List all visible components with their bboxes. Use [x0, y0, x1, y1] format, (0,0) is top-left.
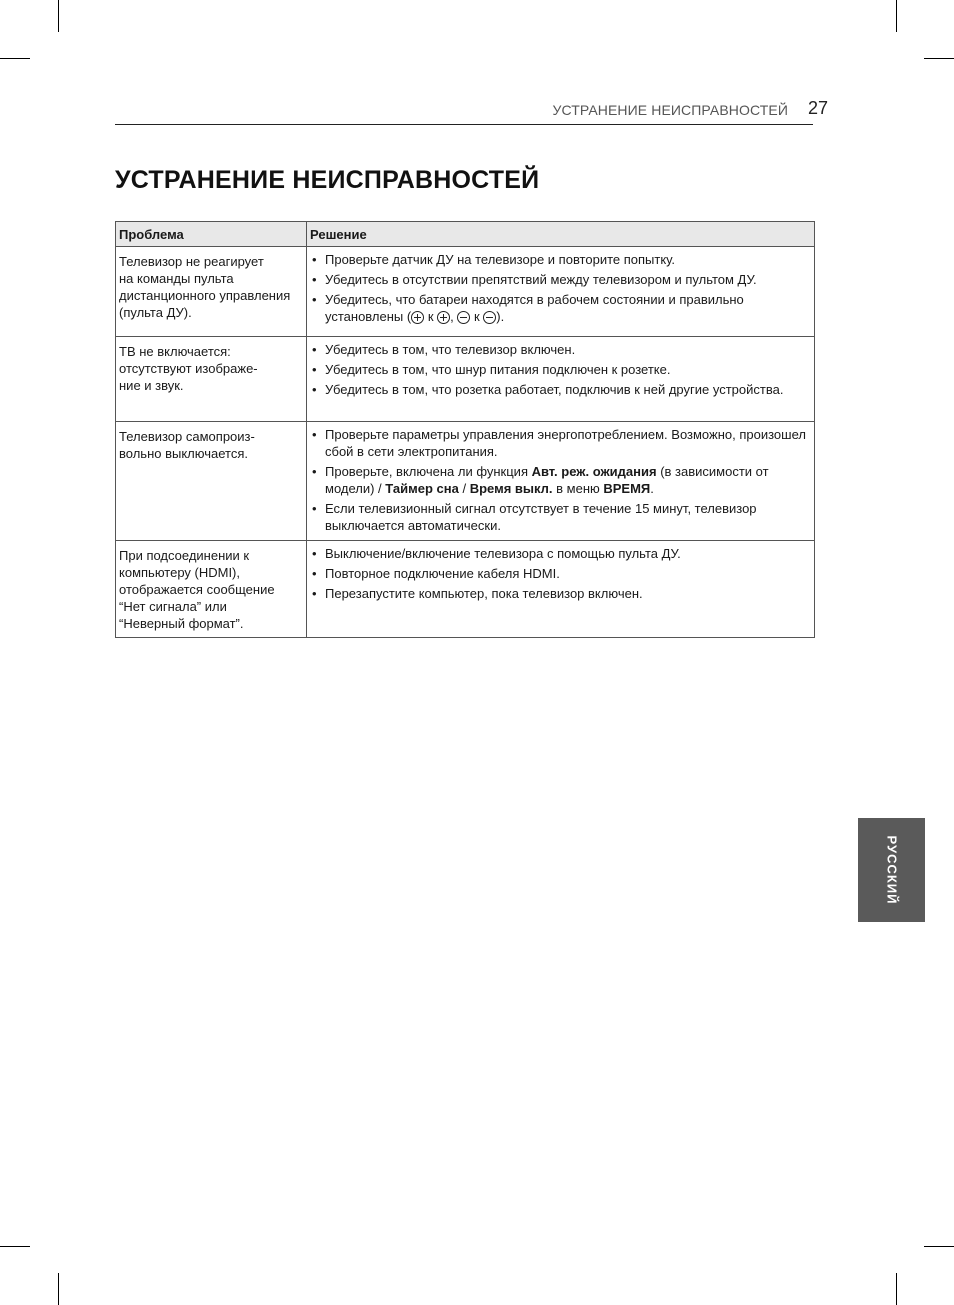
page-number: 27 [807, 98, 828, 118]
polarity-connector: к [424, 309, 438, 324]
running-title: УСТРАНЕНИЕ НЕИСПРАВНОСТЕЙ [552, 102, 788, 118]
function-name-sleep-timer: Таймер сна [385, 481, 459, 496]
minus-terminal-icon [457, 311, 470, 324]
table-header-row [116, 222, 815, 247]
crop-mark [0, 1246, 30, 1247]
solution-cell [307, 337, 815, 422]
minus-terminal-icon [483, 311, 496, 324]
solution-item [311, 463, 811, 497]
solution-item: • Убедитесь в том, что шнур питания подключен к розетке. [311, 361, 811, 378]
solution-item: • Убедитесь в том, что розетка работает, подключив к ней другие устройства. [311, 381, 811, 398]
table-row [116, 337, 815, 422]
problem-text: При подсоединении к компьютеру (HDMI), отображается сообщение “Нет сигнала” или “Неверный формат”. [119, 548, 275, 631]
solution-item: • Если телевизионный сигнал отсутствует в течение 15 минут, телевизор выключается автоматически. [311, 500, 811, 534]
function-name-off-time: Время выкл. [469, 481, 553, 496]
solution-cell [307, 422, 815, 541]
polarity-end: ). [496, 309, 505, 324]
problem-cell [116, 541, 307, 638]
column-header-problem: Проблема [116, 222, 307, 247]
language-tab-label: РУССКИЙ [884, 835, 899, 905]
problem-cell [116, 337, 307, 422]
problem-text: ТВ не включается: отсутствуют изображе- ние и звук. [119, 344, 258, 393]
problem-cell [116, 422, 307, 541]
solution-item: • Выключение/включение телевизора с помощью пульта ДУ. [311, 545, 811, 562]
problem-cell [116, 247, 307, 337]
crop-mark [896, 0, 897, 32]
solution-item: • Убедитесь в отсутствии препятствий между телевизором и пультом ДУ. [311, 271, 811, 288]
crop-mark [0, 58, 30, 59]
solution-list [311, 426, 811, 534]
solution-cell [307, 247, 815, 337]
solution-item: • Перезапустите компьютер, пока телевизор включен. [311, 585, 811, 602]
table-row [116, 247, 815, 337]
function-name-auto-standby: Авт. реж. ожидания [531, 464, 657, 479]
plus-terminal-icon [411, 311, 424, 324]
crop-mark [58, 1273, 59, 1305]
solution-list [311, 545, 811, 602]
menu-name-time: ВРЕМЯ [603, 481, 651, 496]
solution-text: в меню [552, 481, 604, 496]
solution-item: • Проверьте параметры управления энергопотреблением. Возможно, произошел сбой в сети электропитания. [311, 426, 811, 460]
solution-list [311, 341, 811, 398]
solution-text: . [650, 481, 654, 496]
solution-text: Убедитесь, что батареи находятся в рабочем состоянии и правильно установлены ( [325, 292, 744, 324]
solution-item: • Проверьте датчик ДУ на телевизоре и повторите попытку. [311, 251, 811, 268]
language-tab [858, 818, 925, 922]
running-header [115, 98, 828, 125]
solution-item [311, 291, 811, 325]
plus-terminal-icon [437, 311, 450, 324]
solution-text: / [458, 481, 470, 496]
column-header-solution: Решение [307, 222, 815, 247]
solution-text: Проверьте, включена ли функция [325, 464, 532, 479]
crop-mark [58, 0, 59, 32]
solution-cell [307, 541, 815, 638]
page-title: УСТРАНЕНИЕ НЕИСПРАВНОСТЕЙ [115, 166, 540, 194]
solution-item: • Повторное подключение кабеля HDMI. [311, 565, 811, 582]
table-row [116, 422, 815, 541]
table-row [116, 541, 815, 638]
solution-item: • Убедитесь в том, что телевизор включен. [311, 341, 811, 358]
problem-text: Телевизор самопроиз- вольно выключается. [119, 429, 255, 461]
problem-text: Телевизор не реагирует на команды пульта дистанционного управления (пульта ДУ). [119, 254, 291, 320]
troubleshooting-table [115, 221, 815, 638]
solution-list [311, 251, 811, 325]
solution-text: (в зависимости от модели) / [325, 464, 769, 496]
crop-mark [924, 58, 954, 59]
polarity-separator: , [450, 309, 458, 324]
crop-mark [924, 1246, 954, 1247]
crop-mark [896, 1273, 897, 1305]
polarity-connector: к [470, 309, 484, 324]
